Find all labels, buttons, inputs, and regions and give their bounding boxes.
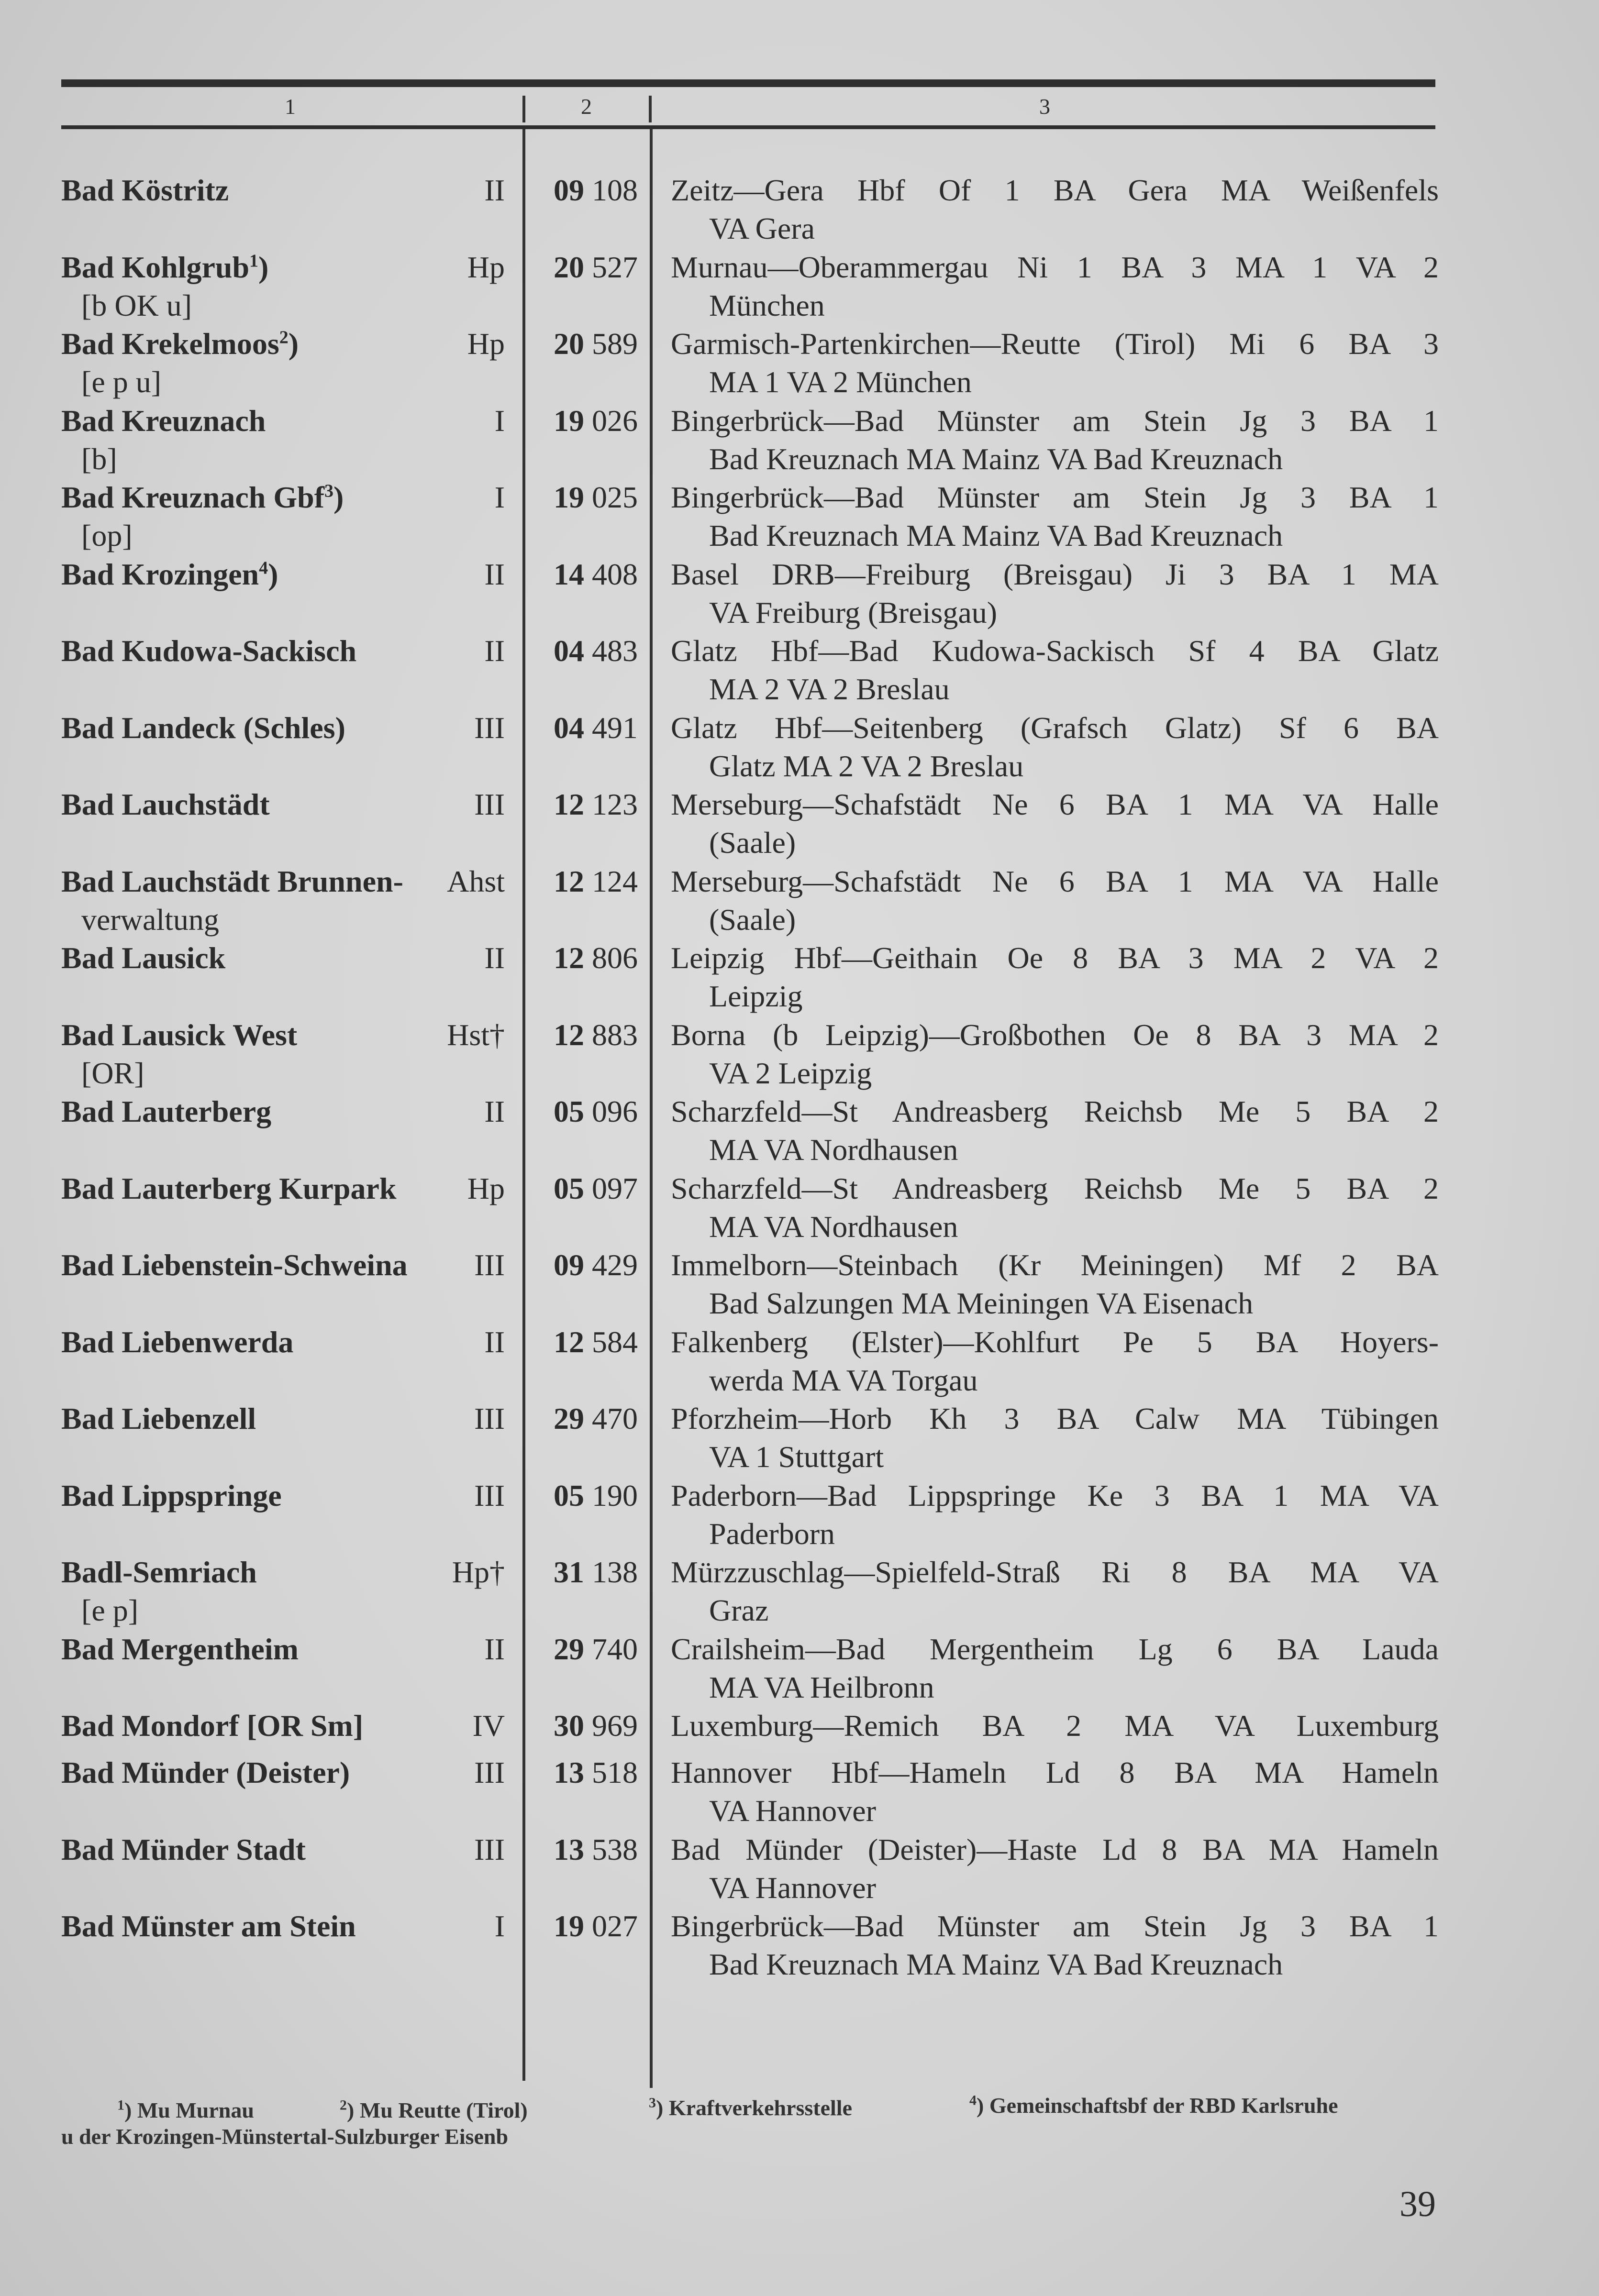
station-number: [540, 1323, 638, 1361]
route-line-2: VA 2 Leipzig: [709, 1056, 872, 1090]
table-row: [0, 709, 1599, 786]
route-line-1: Zeitz—Gera Hbf Of 1 BA Gera MA Weißenfels: [671, 173, 1439, 207]
route-line-1: Bingerbrück—Bad Münster am Stein Jg 3 BA 1: [671, 480, 1439, 514]
station-name: Bad Krozingen$^4$): [61, 557, 278, 591]
station-number-suffix: 108: [592, 173, 638, 207]
station-number-suffix: 538: [592, 1832, 638, 1866]
route-line-2: VA Hannover: [709, 1794, 876, 1828]
route-line-2: Bad Kreuznach MA Mainz VA Bad Kreuznach: [709, 1947, 1283, 1981]
station-name-text: Bad Lausick West: [61, 1017, 298, 1052]
footnote-mark: 3: [649, 2095, 656, 2111]
station-number-suffix: 429: [592, 1248, 638, 1282]
route-line-1: Murnau—Oberammergau Ni 1 BA 3 MA 1 VA 2: [671, 250, 1439, 284]
table-row: [0, 1093, 1599, 1170]
station-number-prefix: 12: [554, 941, 584, 975]
station-number: [540, 1831, 638, 1869]
footnote-text: ) Mu Reutte (Tirol): [347, 2098, 528, 2122]
station-name: [61, 1477, 282, 1515]
station-number-prefix: 13: [554, 1832, 584, 1866]
station-number-prefix: 19: [554, 1909, 584, 1943]
station-number: [540, 325, 638, 363]
header-separator: [522, 96, 525, 122]
station-number-suffix: 025: [592, 480, 638, 514]
route-line-1: Borna (b Leipzig)—Großbothen Oe 8 BA 3 MA 2: [671, 1017, 1439, 1052]
station-note: [e p u]: [81, 365, 162, 399]
route-line-2: Bad Salzungen MA Meiningen VA Eisenach: [709, 1286, 1254, 1320]
station-number: [540, 1553, 638, 1591]
station-number-suffix: 408: [592, 557, 638, 591]
station-number-prefix: 20: [554, 327, 584, 361]
station-number: [540, 1707, 638, 1745]
table-row: [0, 1707, 1599, 1754]
station-name: [61, 1754, 350, 1792]
station-class: II: [484, 557, 505, 591]
station-number-prefix: 12: [554, 864, 584, 898]
route-line-1: Crailsheim—Bad Mergentheim Lg 6 BA Lauda: [671, 1632, 1439, 1666]
station-number: [540, 1170, 638, 1208]
route-line-1: Luxemburg—Remich BA 2 MA VA Luxemburg: [671, 1709, 1439, 1743]
station-number: [540, 1630, 638, 1668]
footnote-ref: 2: [279, 327, 289, 348]
station-name: [61, 709, 345, 747]
station-number-suffix: 483: [592, 634, 638, 668]
station-name: [61, 1016, 297, 1054]
station-class: Ahst: [447, 864, 505, 898]
station-name-text: Bad Liebenstein-Schweina: [61, 1248, 408, 1282]
column-header-3: 3: [1039, 94, 1050, 119]
station-number-suffix: 138: [592, 1555, 638, 1589]
page-number: 39: [1399, 2184, 1436, 2224]
table-row: [0, 478, 1599, 555]
table-row: [0, 632, 1599, 709]
footnote-mark: 4: [969, 2092, 977, 2108]
table-row: [0, 785, 1599, 862]
station-number-prefix: 29: [554, 1632, 584, 1666]
route-line-2: Paderborn: [709, 1516, 835, 1551]
station-name: [61, 785, 270, 824]
footnote-mark: 1: [117, 2097, 124, 2113]
station-number-suffix: 027: [592, 1909, 638, 1943]
route-line-1: Garmisch-Partenkirchen—Reutte (Tirol) Mi 6 BA 3: [671, 327, 1439, 361]
station-name: [61, 862, 403, 901]
station-number-suffix: 883: [592, 1017, 638, 1052]
station-name: [61, 1831, 306, 1869]
footnote-ref: 1: [249, 251, 259, 271]
route-line-2: (Saale): [709, 902, 796, 937]
station-name: [61, 402, 266, 440]
column-header-1: 1: [285, 94, 296, 119]
table-row: [0, 1246, 1599, 1323]
route-line-1: Basel DRB—Freiburg (Breisgau) Ji 3 BA 1 MA: [671, 557, 1439, 591]
table-row: [0, 1400, 1599, 1477]
header-top-rule: [61, 79, 1435, 87]
route-line-2: Glatz MA 2 VA 2 Breslau: [709, 749, 1024, 783]
station-class: II: [484, 634, 505, 668]
station-number-suffix: 740: [592, 1632, 638, 1666]
table-row: [0, 939, 1599, 1016]
table-row: [0, 1170, 1599, 1247]
station-name: Bad Krekelmoos$^2$): [61, 327, 299, 361]
station-note: [OR]: [81, 1056, 144, 1090]
station-number-suffix: 518: [592, 1755, 638, 1789]
station-name: [61, 1093, 271, 1131]
station-name-text: Bad Mergentheim: [61, 1632, 299, 1666]
station-number: [540, 478, 638, 517]
station-name-text: Bad Liebenzell: [61, 1402, 256, 1435]
station-number-suffix: 124: [592, 864, 638, 898]
station-name-text: Bad Krozingen: [61, 557, 259, 591]
route-line-1: Bad Münder (Deister)—Haste Ld 8 BA MA Hameln: [671, 1832, 1439, 1866]
route-line-1: Bingerbrück—Bad Münster am Stein Jg 3 BA 1: [671, 403, 1439, 438]
station-number-prefix: 09: [554, 173, 584, 207]
route-line-2: MA VA Nordhausen: [709, 1133, 958, 1167]
station-class: II: [484, 1094, 505, 1128]
route-line-1: Falkenberg (Elster)—Kohlfurt Pe 5 BA Hoyers-: [671, 1325, 1439, 1359]
station-class: Hp: [467, 327, 505, 361]
station-number-prefix: 05: [554, 1171, 584, 1205]
route-line-1: Glatz Hbf—Seitenberg (Grafsch Glatz) Sf 6 BA: [671, 710, 1439, 745]
station-name: [61, 171, 229, 210]
station-number-prefix: 04: [554, 634, 584, 668]
station-name: [61, 1246, 408, 1284]
station-class: I: [494, 403, 505, 438]
station-number: [540, 709, 638, 747]
station-number-prefix: 05: [554, 1094, 584, 1128]
station-name: [61, 1553, 257, 1591]
route-line-1: Pforzheim—Horb Kh 3 BA Calw MA Tübingen: [671, 1402, 1439, 1435]
station-name: [61, 1170, 396, 1208]
station-number: [540, 171, 638, 210]
station-number: [540, 1907, 638, 1945]
station-class: III: [474, 710, 505, 745]
footnote-1: [117, 2097, 254, 2123]
route-line-1: Merseburg—Schafstädt Ne 6 BA 1 MA VA Halle: [671, 787, 1439, 821]
footnote-text: ) Kraftverkehrsstelle: [656, 2096, 853, 2120]
route-line-2: VA Hannover: [709, 1870, 876, 1905]
station-number-suffix: 589: [592, 327, 638, 361]
station-name-text: Bad Köstritz: [61, 173, 229, 207]
route-line-1: Scharzfeld—St Andreasberg Reichsb Me 5 BA 2: [671, 1094, 1439, 1128]
station-number-prefix: 19: [554, 480, 584, 514]
station-class: III: [474, 787, 505, 821]
station-class: III: [474, 1248, 505, 1282]
table-row: [0, 1831, 1599, 1908]
station-number: [540, 1400, 638, 1438]
station-number: [540, 1246, 638, 1284]
station-class: IV: [472, 1709, 505, 1743]
station-class: III: [474, 1478, 505, 1512]
footnote-text: ) Mu Murnau: [124, 2098, 254, 2122]
station-name: [61, 1630, 299, 1668]
station-number-suffix: 584: [592, 1325, 638, 1359]
station-name: Bad Kohlgrub$^1$): [61, 250, 269, 284]
station-number: [540, 248, 638, 287]
station-name: [61, 1400, 256, 1438]
route-line-1: Immelborn—Steinbach (Kr Meiningen) Mf 2 BA: [671, 1248, 1439, 1282]
station-number-suffix: 097: [592, 1171, 638, 1205]
route-line-1: Hannover Hbf—Hameln Ld 8 BA MA Hameln: [671, 1755, 1439, 1789]
station-number-suffix: 123: [592, 787, 638, 821]
station-number: [540, 1754, 638, 1792]
route-line-2: Graz: [709, 1593, 769, 1627]
station-name-text: Bad Lauterberg: [61, 1094, 272, 1128]
station-name-text: Bad Kreuznach Gbf: [61, 480, 324, 514]
table-row: [0, 248, 1599, 325]
station-number-suffix: 470: [592, 1402, 638, 1435]
table-row: [0, 325, 1599, 402]
route-line-2: MA VA Heilbronn: [709, 1670, 934, 1704]
footnote-mark: 2: [340, 2097, 347, 2113]
footnote-ref: 3: [324, 481, 333, 501]
station-number: [540, 402, 638, 440]
station-name-text: Bad Münder Stadt: [61, 1832, 306, 1866]
station-number-prefix: 05: [554, 1478, 584, 1512]
station-note: [b OK u]: [81, 288, 192, 322]
route-line-1: Glatz Hbf—Bad Kudowa-Sackisch Sf 4 BA Glatz: [671, 634, 1439, 668]
station-number-suffix: 096: [592, 1094, 638, 1128]
station-note: verwaltung: [81, 902, 219, 937]
table-row: [0, 1477, 1599, 1554]
station-table: [0, 171, 1599, 1984]
station-name-text: Bad Liebenwerda: [61, 1325, 294, 1359]
table-row: [0, 1630, 1599, 1707]
station-number-prefix: 14: [554, 557, 584, 591]
route-line-2: VA Gera: [709, 211, 815, 245]
station-class: III: [474, 1402, 505, 1435]
table-row: [0, 1553, 1599, 1630]
route-line-2: Bad Kreuznach MA Mainz VA Bad Kreuznach: [709, 442, 1283, 476]
station-number-suffix: 491: [592, 710, 638, 745]
table-row: [0, 555, 1599, 632]
station-class: Hp: [467, 250, 505, 284]
station-number: [540, 1477, 638, 1515]
table-row: [0, 1323, 1599, 1400]
station-class: II: [484, 1632, 505, 1666]
station-name-text: Bad Kudowa-Sackisch: [61, 634, 357, 668]
station-number-suffix: 527: [592, 250, 638, 284]
station-name-text: Bad Mondorf [OR Sm]: [61, 1709, 364, 1743]
station-number-prefix: 13: [554, 1755, 584, 1789]
station-number-prefix: 19: [554, 403, 584, 438]
table-row: [0, 1754, 1599, 1831]
station-class: Hp†: [452, 1555, 505, 1589]
table-row: [0, 1907, 1599, 1984]
route-line-2: Bad Kreuznach MA Mainz VA Bad Kreuznach: [709, 519, 1283, 552]
station-name-text: Bad Kohlgrub: [61, 250, 250, 284]
station-name: [61, 1707, 363, 1745]
station-number: [540, 939, 638, 977]
station-number: [540, 1093, 638, 1131]
table-row: [0, 1016, 1599, 1093]
station-number-prefix: 12: [554, 787, 584, 821]
station-class: III: [474, 1832, 505, 1866]
station-class: II: [484, 1325, 505, 1359]
header-bottom-rule: [61, 125, 1435, 129]
route-line-2: München: [709, 288, 825, 322]
station-name-text: Bad Münder (Deister): [61, 1755, 350, 1789]
route-line-2: Leipzig: [709, 979, 803, 1013]
station-number: [540, 1016, 638, 1054]
station-number-suffix: 806: [592, 941, 638, 975]
station-name-text: Bad Kreuznach: [61, 403, 266, 438]
station-number-prefix: 12: [554, 1325, 584, 1359]
route-line-2: VA 1 Stuttgart: [709, 1440, 884, 1474]
column-header-2: 2: [581, 94, 592, 119]
route-line-2: (Saale): [709, 826, 796, 860]
station-number-suffix: 190: [592, 1478, 638, 1512]
station-number-prefix: 04: [554, 710, 584, 745]
header-separator: [649, 96, 652, 122]
station-name-text: Bad Lauchstädt Brunnen-: [61, 864, 403, 898]
station-number-prefix: 31: [554, 1555, 584, 1589]
station-note: [e p]: [81, 1593, 139, 1627]
station-number-suffix: 026: [592, 403, 638, 438]
station-class: Hst†: [447, 1017, 505, 1052]
station-name-text: Bad Lippspringe: [61, 1478, 282, 1512]
route-line-2: werda MA VA Torgau: [709, 1363, 978, 1397]
station-number: [540, 862, 638, 901]
station-name-text: Bad Landeck (Schles): [61, 710, 345, 745]
station-class: II: [484, 173, 505, 207]
station-number-prefix: 09: [554, 1248, 584, 1282]
station-number-prefix: 29: [554, 1402, 584, 1435]
station-name-text: Bad Lausick: [61, 941, 226, 975]
station-class: Hp: [467, 1171, 505, 1205]
station-name-text: Badl-Semriach: [61, 1555, 257, 1589]
route-line-1: Paderborn—Bad Lippspringe Ke 3 BA 1 MA VA: [671, 1478, 1439, 1512]
route-line-1: Mürzzuschlag—Spielfeld-Straß Ri 8 BA MA VA: [671, 1555, 1439, 1589]
station-name-text: Bad Krekelmoos: [61, 327, 279, 361]
station-number-prefix: 12: [554, 1017, 584, 1052]
station-name-text: Bad Lauchstädt: [61, 787, 270, 821]
station-number: [540, 632, 638, 670]
route-line-2: MA 2 VA 2 Breslau: [709, 672, 950, 706]
route-line-1: Merseburg—Schafstädt Ne 6 BA 1 MA VA Halle: [671, 864, 1439, 898]
route-line-1: Leipzig Hbf—Geithain Oe 8 BA 3 MA 2 VA 2: [671, 941, 1439, 975]
footnote-text: ) Gemeinschaftsbf der RBD Karlsruhe: [977, 2093, 1338, 2118]
station-name-text: Bad Lauterberg Kurpark: [61, 1171, 397, 1205]
station-number-prefix: 30: [554, 1709, 584, 1743]
station-class: I: [494, 480, 505, 514]
footnote-4: [969, 2093, 1338, 2118]
route-line-2: MA VA Nordhausen: [709, 1209, 958, 1244]
table-row: [0, 402, 1599, 479]
station-name: [61, 1907, 356, 1945]
footnote-2: [340, 2097, 528, 2123]
route-line-1: Scharzfeld—St Andreasberg Reichsb Me 5 BA 2: [671, 1171, 1439, 1205]
station-note: [op]: [81, 519, 133, 552]
station-name: Bad Kreuznach Gbf$^3$): [61, 480, 344, 514]
station-class: III: [474, 1755, 505, 1789]
table-row: [0, 171, 1599, 248]
station-number: [540, 555, 638, 594]
station-name: [61, 1323, 293, 1361]
footnote-continuation: u der Krozingen-Münstertal-Sulzburger Eisenb: [61, 2124, 509, 2149]
station-class: II: [484, 941, 505, 975]
station-note: [b]: [81, 442, 117, 476]
route-line-1: Bingerbrück—Bad Münster am Stein Jg 3 BA 1: [671, 1909, 1439, 1943]
footnote-3: [649, 2095, 852, 2120]
station-name: [61, 632, 356, 670]
table-row: [0, 862, 1599, 939]
station-name: [61, 939, 225, 977]
station-name-text: Bad Münster am Stein: [61, 1909, 356, 1943]
footnote-ref: 4: [259, 558, 268, 578]
station-class: I: [494, 1909, 505, 1943]
route-line-2: MA 1 VA 2 München: [709, 365, 972, 399]
station-number-prefix: 20: [554, 250, 584, 284]
station-number-suffix: 969: [592, 1709, 638, 1743]
station-number: [540, 785, 638, 824]
route-line-2: VA Freiburg (Breisgau): [709, 595, 998, 629]
